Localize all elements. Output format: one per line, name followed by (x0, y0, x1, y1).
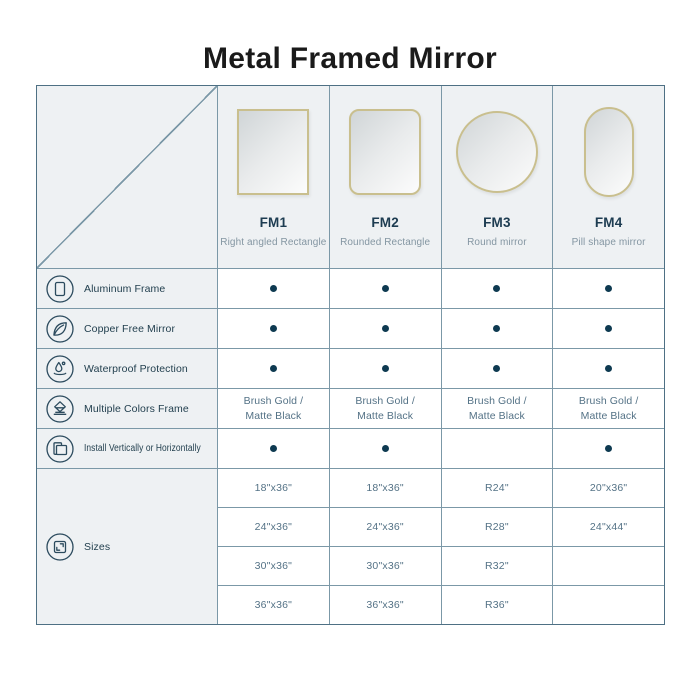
feature-value-cell (442, 429, 553, 468)
product-header-fm4 (553, 86, 664, 268)
feature-value-cell (218, 389, 329, 428)
feature-label-cell (37, 269, 217, 308)
leaf-icon (45, 314, 75, 344)
feature-value-text: Brush Gold / (467, 394, 527, 407)
mirror-image-wrap (237, 102, 309, 202)
product-model: FM4 (594, 215, 623, 230)
size-cell (553, 586, 664, 624)
feature-value-cell (218, 429, 329, 468)
product-model: FM3 (483, 215, 511, 230)
feature-label-cell (37, 429, 217, 468)
feature-dot (605, 325, 612, 332)
feature-label-cell (37, 389, 217, 428)
feature-label: Multiple Colors Frame (84, 402, 189, 415)
feature-value-cell (330, 389, 441, 428)
feature-label-cell (37, 349, 217, 388)
size-cell: R36" (442, 586, 553, 624)
feature-value-cell (218, 269, 329, 308)
resize-icon (45, 532, 75, 562)
product-model: FM2 (371, 215, 399, 230)
feature-dot (493, 365, 500, 372)
feature-value-cell (553, 389, 664, 428)
size-cell: 18"x36" (218, 469, 329, 507)
aluminum-frame-icon (45, 274, 75, 304)
feature-value-text: Brush Gold / (578, 394, 639, 407)
feature-dot (382, 445, 389, 452)
product-header-fm3 (442, 86, 553, 268)
orientation-icon (45, 434, 75, 464)
product-header-fm2 (330, 86, 441, 268)
feature-label: Aluminum Frame (84, 282, 166, 295)
feature-value-text: Matte Black (245, 409, 302, 422)
size-cell: 18"x36" (330, 469, 441, 507)
feature-dot (605, 365, 612, 372)
feature-dot (270, 325, 277, 332)
sizes-label: Sizes (84, 540, 111, 553)
feature-value-text: Brush Gold / (355, 394, 415, 407)
feature-dot (270, 445, 277, 452)
feature-value-cell (442, 309, 553, 348)
feature-value-cell (442, 389, 553, 428)
product-description: Rounded Rectangle (340, 237, 431, 248)
product-header-fm1 (218, 86, 329, 268)
feature-value-cell (330, 429, 441, 468)
size-cell: 30"x36" (330, 547, 441, 585)
product-description: Round mirror (467, 237, 527, 248)
feature-value-text: Matte Black (357, 409, 414, 422)
paint-icon (45, 394, 75, 424)
feature-label: Waterproof Protection (84, 362, 188, 375)
product-description: Pill shape mirror (571, 237, 646, 248)
size-cell: 20"x36" (553, 469, 664, 507)
feature-value-text: Matte Black (468, 409, 525, 422)
feature-dot (270, 365, 277, 372)
feature-dot (382, 365, 389, 372)
feature-value-text: Matte Black (580, 409, 637, 422)
feature-value-cell (553, 349, 664, 388)
size-cell: 24"x36" (330, 508, 441, 546)
feature-dot (605, 285, 612, 292)
pill-mirror-image (584, 107, 634, 197)
mirror-image-wrap (349, 102, 421, 202)
feature-value-text: Brush Gold / (243, 394, 304, 407)
size-cell: 30"x36" (218, 547, 329, 585)
feature-dot (382, 285, 389, 292)
waterproof-icon (45, 354, 75, 384)
size-cell: 36"x36" (218, 586, 329, 624)
feature-value-cell (218, 349, 329, 388)
feature-value-cell (218, 309, 329, 348)
product-model: FM1 (259, 215, 288, 230)
feature-value-cell (330, 309, 441, 348)
size-cell: 24"x36" (218, 508, 329, 546)
mirror-image-wrap (456, 102, 538, 202)
mirror-image-wrap (584, 102, 634, 202)
feature-label: Install Vertically or Horizontally (84, 443, 201, 454)
size-cell (553, 547, 664, 585)
circle-mirror-image (456, 111, 538, 193)
size-cell: 36"x36" (330, 586, 441, 624)
corner-cell (37, 86, 217, 268)
feature-value-cell (330, 269, 441, 308)
feature-label-cell (37, 309, 217, 348)
rect-mirror-image (237, 109, 309, 195)
feature-dot (493, 325, 500, 332)
feature-value-cell (330, 349, 441, 388)
feature-value-cell (553, 309, 664, 348)
size-cell: 24"x44" (553, 508, 664, 546)
feature-dot (270, 285, 277, 292)
product-description: Right angled Rectangle (220, 237, 327, 248)
feature-value-cell (442, 269, 553, 308)
comparison-table (36, 85, 665, 625)
size-cell: R24" (442, 469, 553, 507)
sizes-label-cell (37, 469, 217, 624)
feature-label: Copper Free Mirror (84, 322, 176, 335)
rounded-mirror-image (349, 109, 421, 195)
feature-dot (382, 325, 389, 332)
feature-dot (493, 285, 500, 292)
feature-value-cell (553, 429, 664, 468)
feature-value-cell (553, 269, 664, 308)
size-cell: R28" (442, 508, 553, 546)
feature-value-cell (442, 349, 553, 388)
size-cell: R32" (442, 547, 553, 585)
page-title: Metal Framed Mirror (202, 42, 498, 75)
feature-dot (605, 445, 612, 452)
